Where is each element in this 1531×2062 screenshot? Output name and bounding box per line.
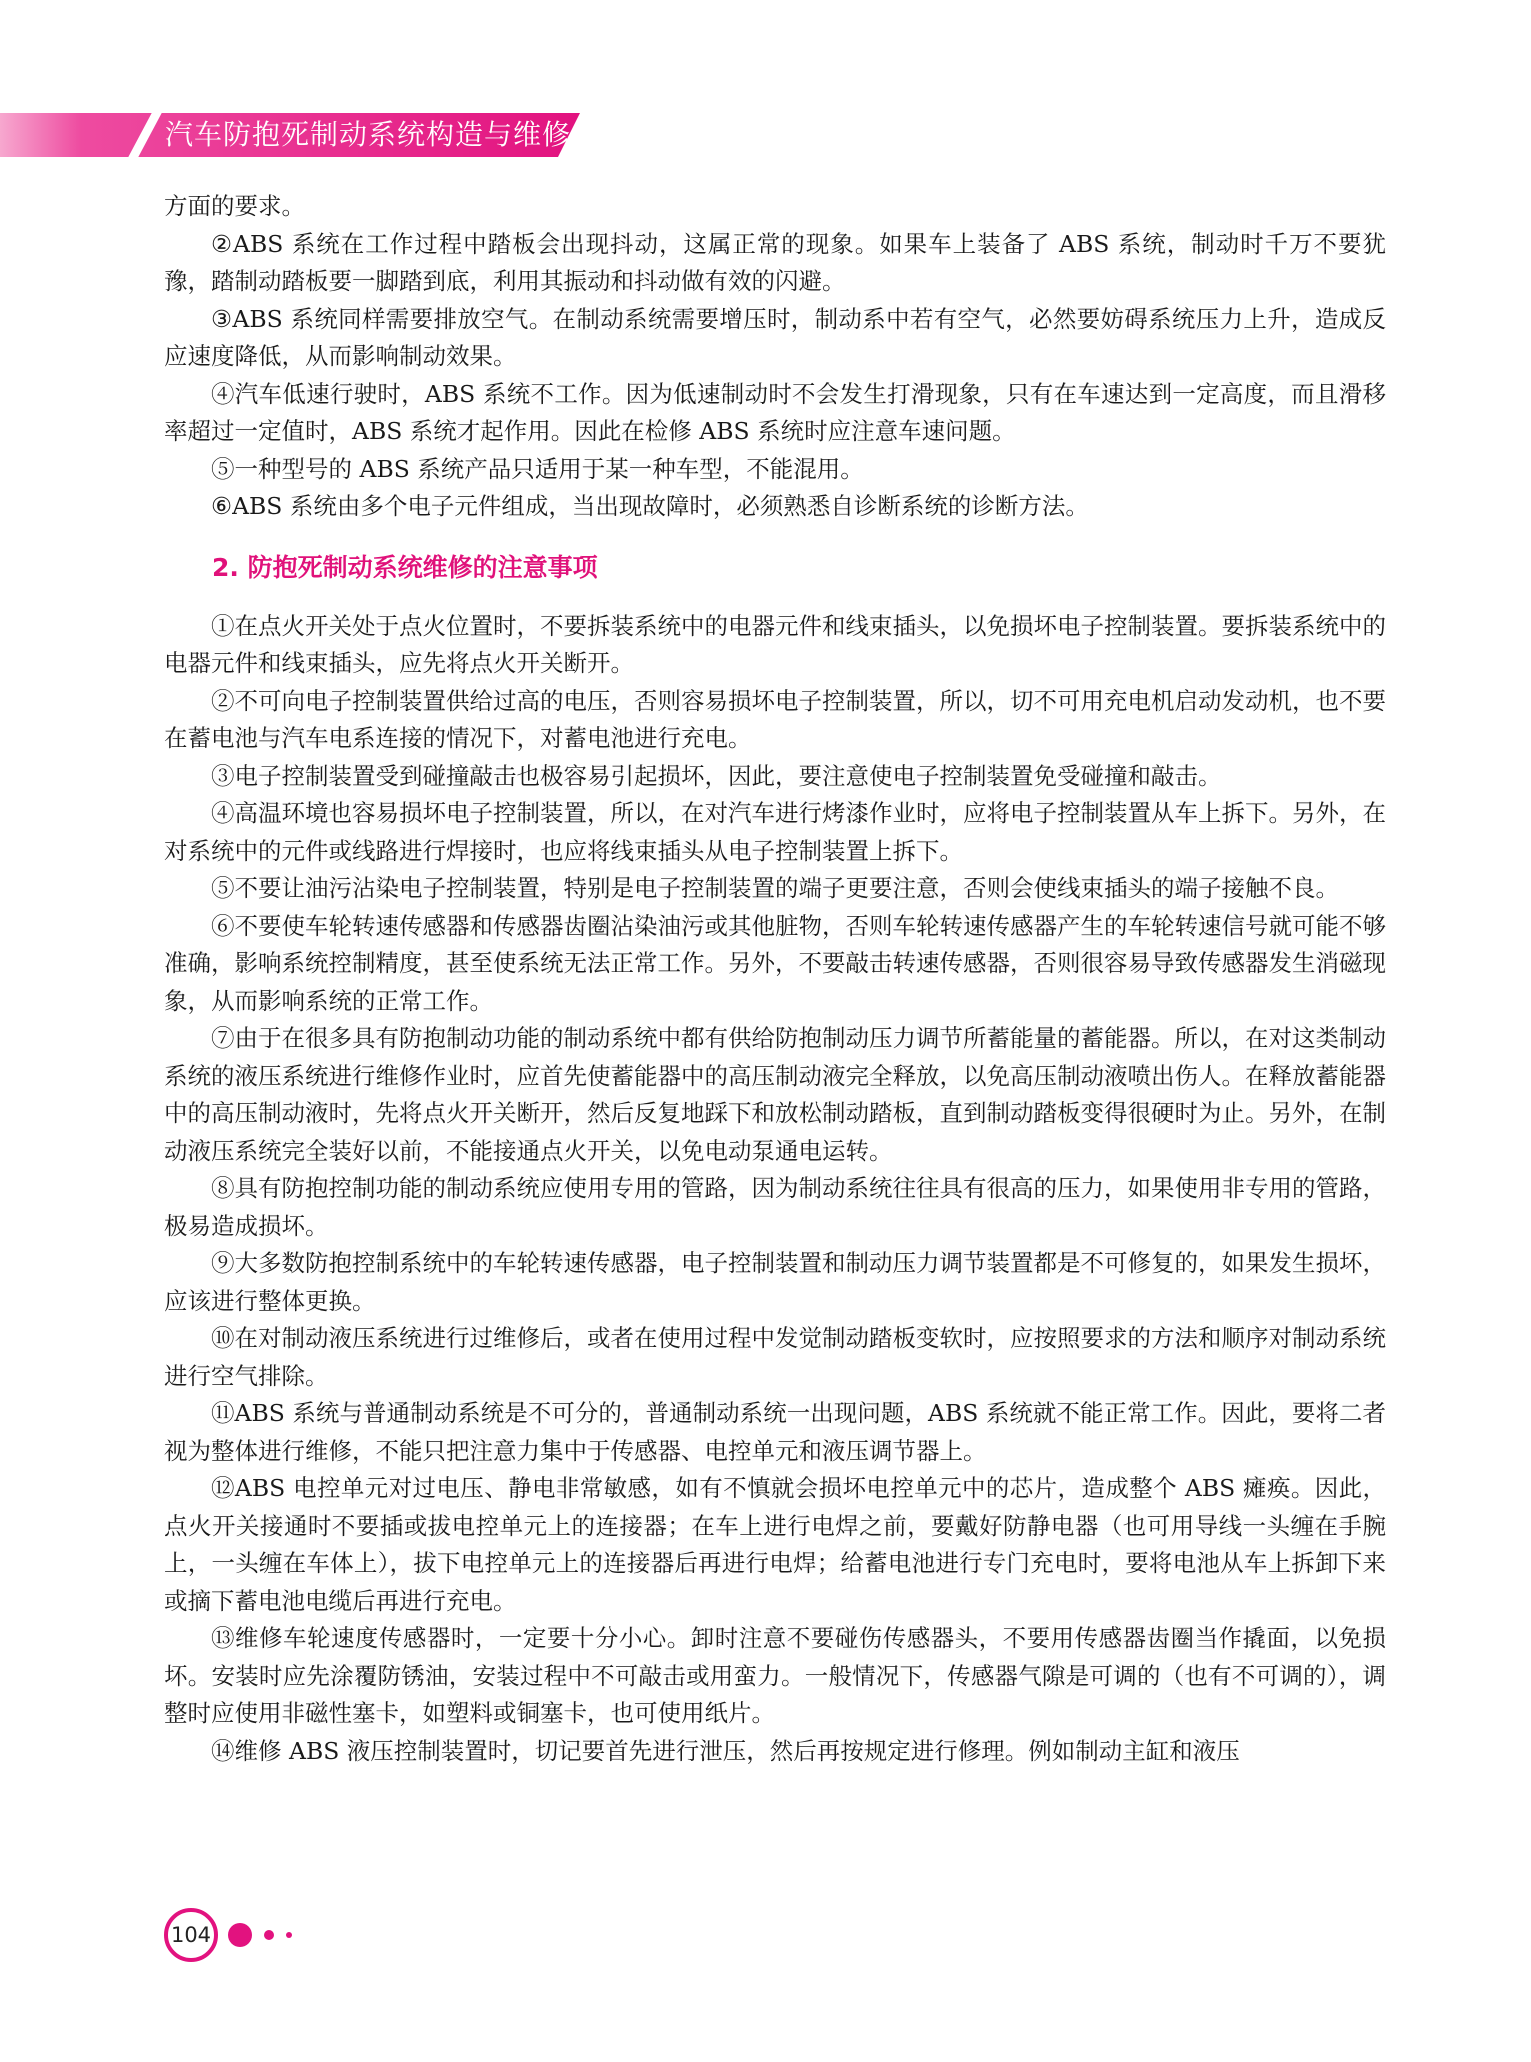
- decorative-dot-icon: [264, 1930, 274, 1940]
- list-item: ⑥不要使车轮转速传感器和传感器齿圈沾染油污或其他脏物，否则车轮转速传感器产生的车轮转速信号就可能不够准确，影响系统控制精度，甚至使系统无法正常工作。另外，不要敲击转速传感器，否则很容易导致传感器发生消磁现象，从而影响系统的正常工作。: [164, 911, 1386, 1015]
- list-item: ⑨大多数防抱控制系统中的车轮转速传感器，电子控制装置和制动压力调节装置都是不可修复的，如果发生损坏，应该进行整体更换。: [164, 1249, 1386, 1315]
- section-heading: 2. 防抱死制动系统维修的注意事项: [212, 552, 598, 582]
- paragraph: ⑥ABS 系统由多个电子元件组成，当出现故障时，必须熟悉自诊断系统的诊断方法。: [211, 492, 1089, 520]
- list-item: ⑧具有防抱控制功能的制动系统应使用专用的管路，因为制动系统往往具有很高的压力，如果使用非专用的管路，极易造成损坏。: [164, 1174, 1386, 1240]
- running-header-title: 汽车防抱死制动系统构造与维修: [165, 118, 572, 151]
- list-item: ②不可向电子控制装置供给过高的电压，否则容易损坏电子控制装置，所以，切不可用充电机启动发动机，也不要在蓄电池与汽车电系连接的情况下，对蓄电池进行充电。: [164, 686, 1386, 752]
- list-item: ①在点火开关处于点火位置时，不要拆装系统中的电器元件和线束插头，以免损坏电子控制装置。要拆装系统中的电器元件和线束插头，应先将点火开关断开。: [164, 611, 1386, 677]
- paragraph: 方面的要求。: [164, 192, 305, 220]
- page-footer: [164, 1908, 364, 1968]
- list-item: ⑦由于在很多具有防抱制动功能的制动系统中都有供给防抱制动压力调节所蓄能量的蓄能器。所以，在对这类制动系统的液压系统进行维修作业时，应首先使蓄能器中的高压制动液完全释放，以免高压制动液喷出伤人。在释放蓄能器中的高压制动液时，先将点火开关断开，然后反复地踩下和放松制动踏板，直到制动踏板变得很硬时为止。另外，在制动液压系统完全装好以前，不能接通点火开关，以免电动泵通电运转。: [164, 1024, 1386, 1165]
- paragraph: ⑤一种型号的 ABS 系统产品只适用于某一种车型，不能混用。: [211, 454, 864, 483]
- decorative-dot-icon: [228, 1923, 252, 1947]
- list-item: ⑩在对制动液压系统进行过维修后，或者在使用过程中发觉制动踏板变软时，应按照要求的方法和顺序对制动系统进行空气排除。: [164, 1324, 1386, 1390]
- decorative-dot-icon: [286, 1932, 292, 1938]
- page-body: [164, 188, 1386, 1770]
- list-item: ⑬维修车轮速度传感器时，一定要十分小心。卸时注意不要碰伤传感器头，不要用传感器齿圈当作撬面，以免损坏。安装时应先涂覆防锈油，安装过程中不可敲击或用蛮力。一般情况下，传感器气隙是可调的（也有不可调的），调整时应使用非磁性塞卡，如塑料或铜塞卡，也可使用纸片。: [164, 1624, 1386, 1727]
- paragraph: ②ABS 系统在工作过程中踏板会出现抖动，这属正常的现象。如果车上装备了 ABS 系统，制动时千万不要犹豫，踏制动踏板要一脚踏到底，利用其振动和抖动做有效的闪避。: [164, 229, 1386, 295]
- list-item: ④高温环境也容易损坏电子控制装置，所以，在对汽车进行烤漆作业时，应将电子控制装置从车上拆下。另外，在对系统中的元件或线路进行焊接时，也应将线束插头从电子控制装置上拆下。: [164, 799, 1386, 865]
- list-item: ⑤不要让油污沾染电子控制装置，特别是电子控制装置的端子更要注意，否则会使线束插头的端子接触不良。: [211, 874, 1339, 902]
- list-item: ⑭维修 ABS 液压控制装置时，切记要首先进行泄压，然后再按规定进行修理。例如制动主缸和液压: [211, 1736, 1240, 1765]
- list-item: ③电子控制装置受到碰撞敲击也极容易引起损坏，因此，要注意使电子控制装置免受碰撞和敲击。: [211, 761, 1222, 790]
- page-number: 104: [164, 1908, 218, 1962]
- paragraph: ④汽车低速行驶时，ABS 系统不工作。因为低速制动时不会发生打滑现象，只有在车速达到一定高度，而且滑移率超过一定值时，ABS 系统才起作用。因此在检修 ABS 系统时应注意车速问题。: [164, 379, 1386, 445]
- paragraph: ③ABS 系统同样需要排放空气。在制动系统需要增压时，制动系中若有空气，必然要妨碍系统压力上升，造成反应速度降低，从而影响制动效果。: [164, 304, 1386, 370]
- list-item: ⑪ABS 系统与普通制动系统是不可分的，普通制动系统一出现问题，ABS 系统就不能正常工作。因此，要将二者视为整体进行维修，不能只把注意力集中于传感器、电控单元和液压调节器上。: [164, 1399, 1386, 1465]
- list-item: ⑫ABS 电控单元对过电压、静电非常敏感，如有不慎就会损坏电控单元中的芯片，造成整个 ABS 瘫痪。因此，点火开关接通时不要插或拔电控单元上的连接器；在车上进行电焊之前，要戴好防静电器（也可用导线一头缠在手腕上，一头缠在车体上），拔下电控单元上的连接器后再进行电焊；给蓄电池进行专门充电时，要将电池从车上拆卸下来或摘下蓄电池电缆后再进行充电。: [164, 1474, 1386, 1615]
